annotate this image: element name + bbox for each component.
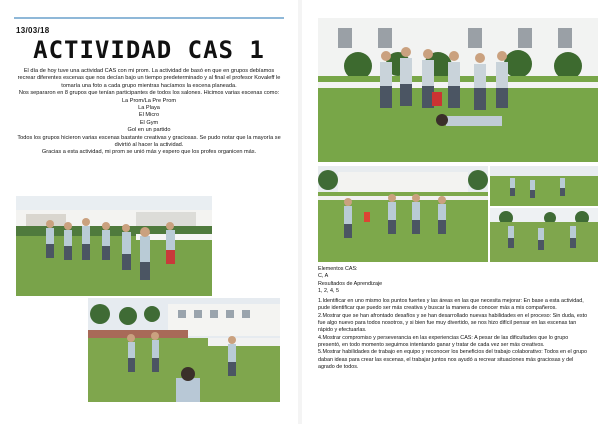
photo-scene-pose xyxy=(318,18,598,162)
photo-field-wide xyxy=(490,166,598,206)
scene-item: La Playa xyxy=(138,105,160,112)
outcome-item: 1.Identificar en uno mismo los puntos fuertes y las áreas en las que necesita mejorar: En base a esta actividad, pude identificar que puedo ser más creativa y buscar la manera de conocer más a mis compañeros. xyxy=(318,298,584,312)
scene-item: La Prom/La Pre Prom xyxy=(121,97,177,104)
outcome-item: 2.Mostrar que se han afrontado desafíos y se han desarrollado nuevas habilidades en el proceso: Sin duda, esto fue algo nuevo para todos nosotros, y si bien fue muy divertido, se nos hizo difícil pensar en las escenas tan rápido y efectuarlas. xyxy=(318,312,588,334)
photo-group-arms-raised xyxy=(16,196,212,296)
scene-item: El Micro xyxy=(138,112,160,119)
paragraph-groups: Nos separaron en 8 grupos que tenían participantes de todos los salones. Hicimos varias escenas como: xyxy=(18,90,280,97)
scene-item: Gol en un partido xyxy=(127,127,171,134)
photo-field-small xyxy=(490,208,598,262)
paragraph-intro: El día de hoy tuve una actividad CAS con mi prom. La actividad de basó en que en grupos debíamos recrear diferentes escenas que nos decían bajo un tiempo predeterminado y al final el profesor Kovaleff le tomaría una foto a cada grupo mientras hacíamos la escena planeada. xyxy=(17,68,281,89)
paragraph-thanks: Gracias a esta actividad, mi prom se unió más y espero que los profes organicen más. xyxy=(41,149,257,156)
cas-elements-heading: Elementos CAS: xyxy=(318,266,358,272)
scene-item: El Gym xyxy=(139,119,159,126)
paragraph-summary: Todos los grupos hicieron varias escenas bastante creativas y graciosas. Se pudo notar que la mayoría se divirtió al hacer la actividad. xyxy=(17,134,281,149)
cas-elements-value: C, A xyxy=(318,273,329,280)
page-title: ACTIVIDAD CAS 1 xyxy=(33,36,265,64)
photo-group-playing xyxy=(88,298,280,402)
entry-date: 13/03/18 xyxy=(16,26,50,35)
header-rule xyxy=(14,17,284,19)
right-page xyxy=(302,0,600,424)
cas-notes xyxy=(318,266,590,371)
outcome-item: 5.Mostrar habilidades de trabajo en equipo y reconocer los beneficios del trabajo colaborativo: Todos en el grupo daban ideas para crear las escenas, el trabajar juntos nos ayudó a recrear situaciones más graciosas y del agrado de todos. xyxy=(318,349,588,370)
photo-field-group xyxy=(318,166,488,262)
left-page xyxy=(0,0,298,424)
outcome-item: 4.Mostrar compromiso y perseverancia en las experiencias CAS: A pesar de las dificultades que lo grupo presentó, en todo momento seguimos intentando ganar y tratar de cada vez ser más creativos. xyxy=(318,334,569,348)
outcomes-list: 1, 2, 4, 5 xyxy=(318,287,339,294)
activity-description xyxy=(16,68,282,157)
outcomes-heading: Resultados de Aprendizaje xyxy=(318,280,383,287)
